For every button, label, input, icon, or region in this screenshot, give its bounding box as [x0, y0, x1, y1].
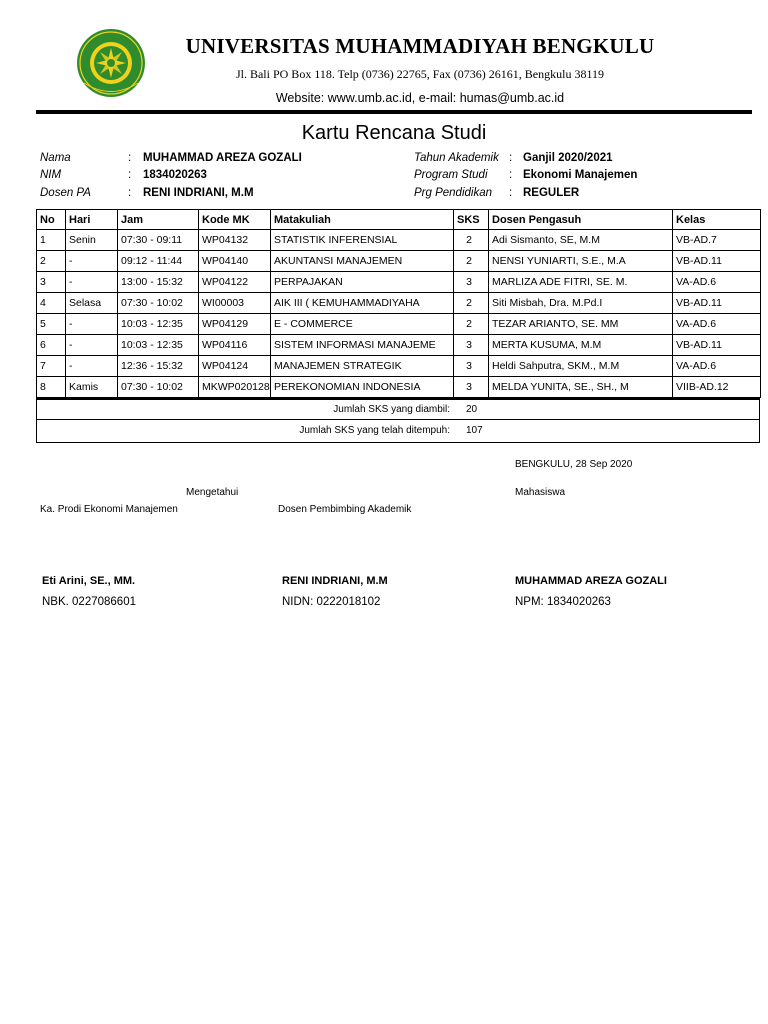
kaprodi-nbk: NBK. 0227086601 [42, 596, 136, 608]
header-sks: SKS [454, 210, 489, 230]
colon: : [509, 187, 513, 199]
header-kelas: Kelas [673, 210, 761, 230]
prg-pendidikan-value: REGULER [523, 187, 580, 199]
cell-hari: - [66, 335, 118, 356]
cell-dosen-pengasuh: Heldi Sahputra, SKM., M.M [489, 356, 673, 377]
cell-kode-mk: WP04122 [199, 272, 271, 293]
cell-sks: 3 [454, 335, 489, 356]
cell-hari: Selasa [66, 293, 118, 314]
cell-hari: - [66, 272, 118, 293]
cell-no: 3 [37, 272, 66, 293]
cell-sks: 2 [454, 314, 489, 335]
table-row [37, 356, 761, 377]
colon: : [128, 152, 132, 164]
kaprodi-name: Eti Arini, SE., MM. [42, 575, 136, 587]
cell-dosen-pengasuh: TEZAR ARIANTO, SE. MM [489, 314, 673, 335]
nim-label: NIM [40, 169, 62, 181]
cell-dosen-pengasuh: MELDA YUNITA, SE., SH., M [489, 377, 673, 398]
cell-kelas: VA-AD.6 [673, 272, 761, 293]
cell-matakuliah: SISTEM INFORMASI MANAJEME [271, 335, 454, 356]
dosen-pa-value: RENI INDRIANI, M.M [143, 187, 254, 199]
table-row [37, 272, 761, 293]
cell-dosen-pengasuh: MARLIZA ADE FITRI, SE. M. [489, 272, 673, 293]
dosen-pa-label: Dosen PA [40, 187, 91, 199]
cell-kode-mk: MKWP020128 [199, 377, 271, 398]
table-row [37, 314, 761, 335]
cell-kode-mk: WP04124 [199, 356, 271, 377]
cell-jam: 10:03 - 12:35 [118, 335, 199, 356]
cell-no: 2 [37, 251, 66, 272]
sks-completed-label: Jumlah SKS yang telah ditempuh: [299, 425, 450, 436]
header-matakuliah: Matakuliah [271, 210, 454, 230]
sks-taken-value: 20 [466, 404, 478, 415]
cell-dosen-pengasuh: Adi Sismanto, SE, M.M [489, 230, 673, 251]
cell-matakuliah: E - COMMERCE [271, 314, 454, 335]
dpa-nidn: NIDN: 0222018102 [282, 596, 381, 608]
sks-completed-value: 107 [466, 425, 483, 436]
mengetahui-label: Mengetahui [186, 487, 239, 498]
cell-hari: - [66, 356, 118, 377]
student-signature-name: MUHAMMAD AREZA GOZALI [515, 575, 667, 587]
table-row [37, 230, 761, 251]
header-jam: Jam [118, 210, 199, 230]
dpa-name: RENI INDRIANI, M.M [282, 575, 388, 587]
cell-hari: - [66, 314, 118, 335]
cell-kode-mk: WP04132 [199, 230, 271, 251]
tahun-akademik-value: Ganjil 2020/2021 [523, 152, 613, 164]
cell-dosen-pengasuh: NENSI YUNIARTI, S.E., M.A [489, 251, 673, 272]
summary-divider [36, 419, 760, 420]
university-name: UNIVERSITAS MUHAMMADIYAH BENGKULU [185, 34, 655, 58]
cell-kelas: VB-AD.7 [673, 230, 761, 251]
colon: : [509, 152, 513, 164]
cell-sks: 3 [454, 356, 489, 377]
nama-label: Nama [40, 152, 71, 164]
colon: : [509, 169, 513, 181]
university-website: Website: www.umb.ac.id, e-mail: humas@umb.ac.id [275, 91, 565, 105]
table-row [37, 251, 761, 272]
kaprodi-title: Ka. Prodi Ekonomi Manajemen [40, 504, 178, 515]
cell-kelas: VA-AD.6 [673, 356, 761, 377]
sks-taken-label: Jumlah SKS yang diambil: [333, 404, 450, 415]
table-row [37, 335, 761, 356]
cell-kelas: VB-AD.11 [673, 293, 761, 314]
header-dosen-pengasuh: Dosen Pengasuh [489, 210, 673, 230]
cell-jam: 07:30 - 10:02 [118, 293, 199, 314]
header-kode-mk: Kode MK [199, 210, 271, 230]
university-logo [76, 28, 146, 98]
cell-dosen-pengasuh: MERTA KUSUMA, M.M [489, 335, 673, 356]
cell-matakuliah: MANAJEMEN STRATEGIK [271, 356, 454, 377]
cell-matakuliah: PEREKONOMIAN INDONESIA [271, 377, 454, 398]
cell-kelas: VIIB-AD.12 [673, 377, 761, 398]
tahun-akademik-label: Tahun Akademik [414, 152, 499, 164]
cell-kelas: VB-AD.11 [673, 251, 761, 272]
table-row [37, 377, 761, 398]
cell-matakuliah: STATISTIK INFERENSIAL [271, 230, 454, 251]
prg-pendidikan-label: Prg Pendidikan [414, 187, 492, 199]
cell-jam: 07:30 - 10:02 [118, 377, 199, 398]
cell-no: 4 [37, 293, 66, 314]
cell-no: 1 [37, 230, 66, 251]
header-hari: Hari [66, 210, 118, 230]
cell-kelas: VA-AD.6 [673, 314, 761, 335]
cell-hari: Senin [66, 230, 118, 251]
place-date: BENGKULU, 28 Sep 2020 [515, 459, 633, 470]
course-table [36, 209, 761, 398]
header-no: No [37, 210, 66, 230]
cell-matakuliah: PERPAJAKAN [271, 272, 454, 293]
cell-matakuliah: AIK III ( KEMUHAMMADIYAHA [271, 293, 454, 314]
cell-matakuliah: AKUNTANSI MANAJEMEN [271, 251, 454, 272]
nama-value: MUHAMMAD AREZA GOZALI [143, 152, 302, 164]
cell-no: 6 [37, 335, 66, 356]
cell-hari: - [66, 251, 118, 272]
cell-jam: 10:03 - 12:35 [118, 314, 199, 335]
cell-sks: 2 [454, 251, 489, 272]
cell-sks: 3 [454, 377, 489, 398]
header-divider [36, 110, 752, 114]
table-row [37, 293, 761, 314]
cell-jam: 07:30 - 09:11 [118, 230, 199, 251]
table-header-row [37, 210, 761, 230]
cell-kode-mk: WI00003 [199, 293, 271, 314]
cell-no: 8 [37, 377, 66, 398]
cell-dosen-pengasuh: Siti Misbah, Dra. M.Pd.I [489, 293, 673, 314]
dpa-title: Dosen Pembimbing Akademik [278, 504, 412, 515]
cell-jam: 09:12 - 11:44 [118, 251, 199, 272]
mahasiswa-label: Mahasiswa [515, 487, 566, 498]
cell-no: 5 [37, 314, 66, 335]
cell-no: 7 [37, 356, 66, 377]
cell-jam: 13:00 - 15:32 [118, 272, 199, 293]
colon: : [128, 169, 132, 181]
cell-kelas: VB-AD.11 [673, 335, 761, 356]
program-studi-label: Program Studi [414, 169, 488, 181]
program-studi-value: Ekonomi Manajemen [523, 169, 638, 181]
cell-kode-mk: WP04140 [199, 251, 271, 272]
document-title: Kartu Rencana Studi [301, 122, 487, 144]
cell-sks: 3 [454, 272, 489, 293]
cell-kode-mk: WP04129 [199, 314, 271, 335]
student-npm: NPM: 1834020263 [515, 596, 611, 608]
cell-jam: 12:36 - 15:32 [118, 356, 199, 377]
university-address: Jl. Bali PO Box 118. Telp (0736) 22765, Fax (0736) 26161, Bengkulu 38119 [235, 67, 605, 81]
cell-sks: 2 [454, 293, 489, 314]
cell-hari: Kamis [66, 377, 118, 398]
cell-sks: 2 [454, 230, 489, 251]
cell-kode-mk: WP04116 [199, 335, 271, 356]
nim-value: 1834020263 [143, 169, 207, 181]
colon: : [128, 187, 132, 199]
